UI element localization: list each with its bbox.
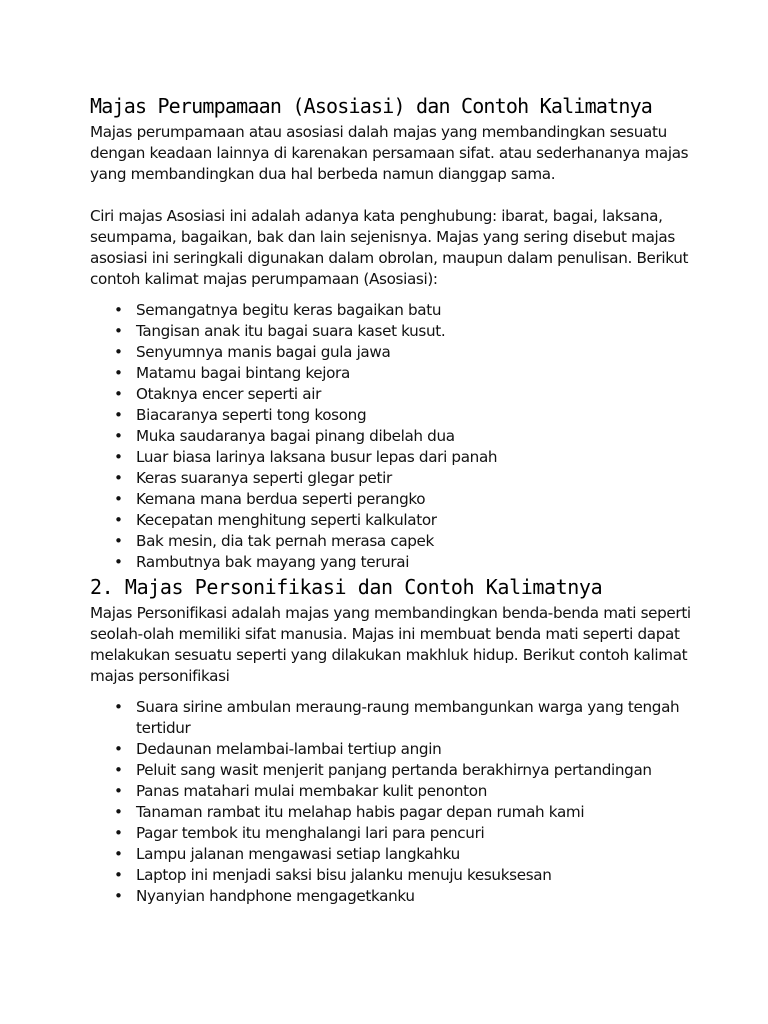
list-item: • Suara sirine ambulan meraung-raung membangunkan warga yang tengah tertidur <box>136 697 700 739</box>
list-item: • Luar biasa larinya laksana busur lepas dari panah <box>136 447 700 468</box>
list-item: • Pagar tembok itu menghalangi lari para pencuri <box>136 823 700 844</box>
list-item: • Tanaman rambat itu melahap habis pagar depan rumah kami <box>136 802 700 823</box>
paragraph: Majas perumpamaan atau asosiasi dalah majas yang membandingkan sesuatu dengan keadaan lainnya di karenakan persamaan sifat. atau sederhananya majas yang membandingkan dua hal berbeda namun dianggap sama. <box>90 123 689 183</box>
list-item: • Keras suaranya seperti glegar petir <box>136 468 700 489</box>
example-list <box>90 697 700 907</box>
document-page <box>90 94 700 907</box>
paragraph: Majas Personifikasi adalah majas yang membandingkan benda-benda mati seperti seolah-olah memiliki sifat manusia. Majas ini membuat benda mati seperti dapat melakukan sesuatu seperti yang dilakukan makhluk hidup. Berikut contoh kalimat majas personifikasi <box>90 604 691 685</box>
list-item: • Lampu jalanan mengawasi setiap langkahku <box>136 844 700 865</box>
list-item: • Laptop ini menjadi saksi bisu jalanku menuju kesuksesan <box>136 865 700 886</box>
list-item: • Rambutnya bak mayang yang terurai <box>136 552 700 573</box>
list-item: • Nyanyian handphone mengagetkanku <box>136 886 700 907</box>
list-item: • Semangatnya begitu keras bagaikan batu <box>136 300 700 321</box>
list-item: • Tangisan anak itu bagai suara kaset kusut. <box>136 321 700 342</box>
list-item: • Muka saudaranya bagai pinang dibelah dua <box>136 426 700 447</box>
section-title: 2. Majas Personifikasi dan Contoh Kalimatnya <box>90 575 603 599</box>
list-item: • Otaknya encer seperti air <box>136 384 700 405</box>
list-item: • Kecepatan menghitung seperti kalkulator <box>136 510 700 531</box>
list-item: • Senyumnya manis bagai gula jawa <box>136 342 700 363</box>
list-item: • Kemana mana berdua seperti perangko <box>136 489 700 510</box>
paragraph: Ciri majas Asosiasi ini adalah adanya kata penghubung: ibarat, bagai, laksana, seumpama, bagaikan, bak dan lain sejenisnya. Majas yang sering disebut majas asosiasi ini seringkali digunakan dalam obrolan, maupun dalam penulisan. Berikut contoh kalimat majas perumpamaan (Asosiasi): <box>90 207 689 288</box>
list-item: • Matamu bagai bintang kejora <box>136 363 700 384</box>
example-list <box>90 300 700 573</box>
list-item: • Panas matahari mulai membakar kulit penonton <box>136 781 700 802</box>
section-title: Majas Perumpamaan (Asosiasi) dan Contoh Kalimatnya <box>90 94 653 118</box>
section-majas-personifikasi <box>90 575 700 907</box>
section-majas-perumpamaan <box>90 94 700 573</box>
list-item: • Biacaranya seperti tong kosong <box>136 405 700 426</box>
list-item: • Peluit sang wasit menjerit panjang pertanda berakhirnya pertandingan <box>136 760 700 781</box>
list-item: • Dedaunan melambai-lambai tertiup angin <box>136 739 700 760</box>
list-item: • Bak mesin, dia tak pernah merasa capek <box>136 531 700 552</box>
